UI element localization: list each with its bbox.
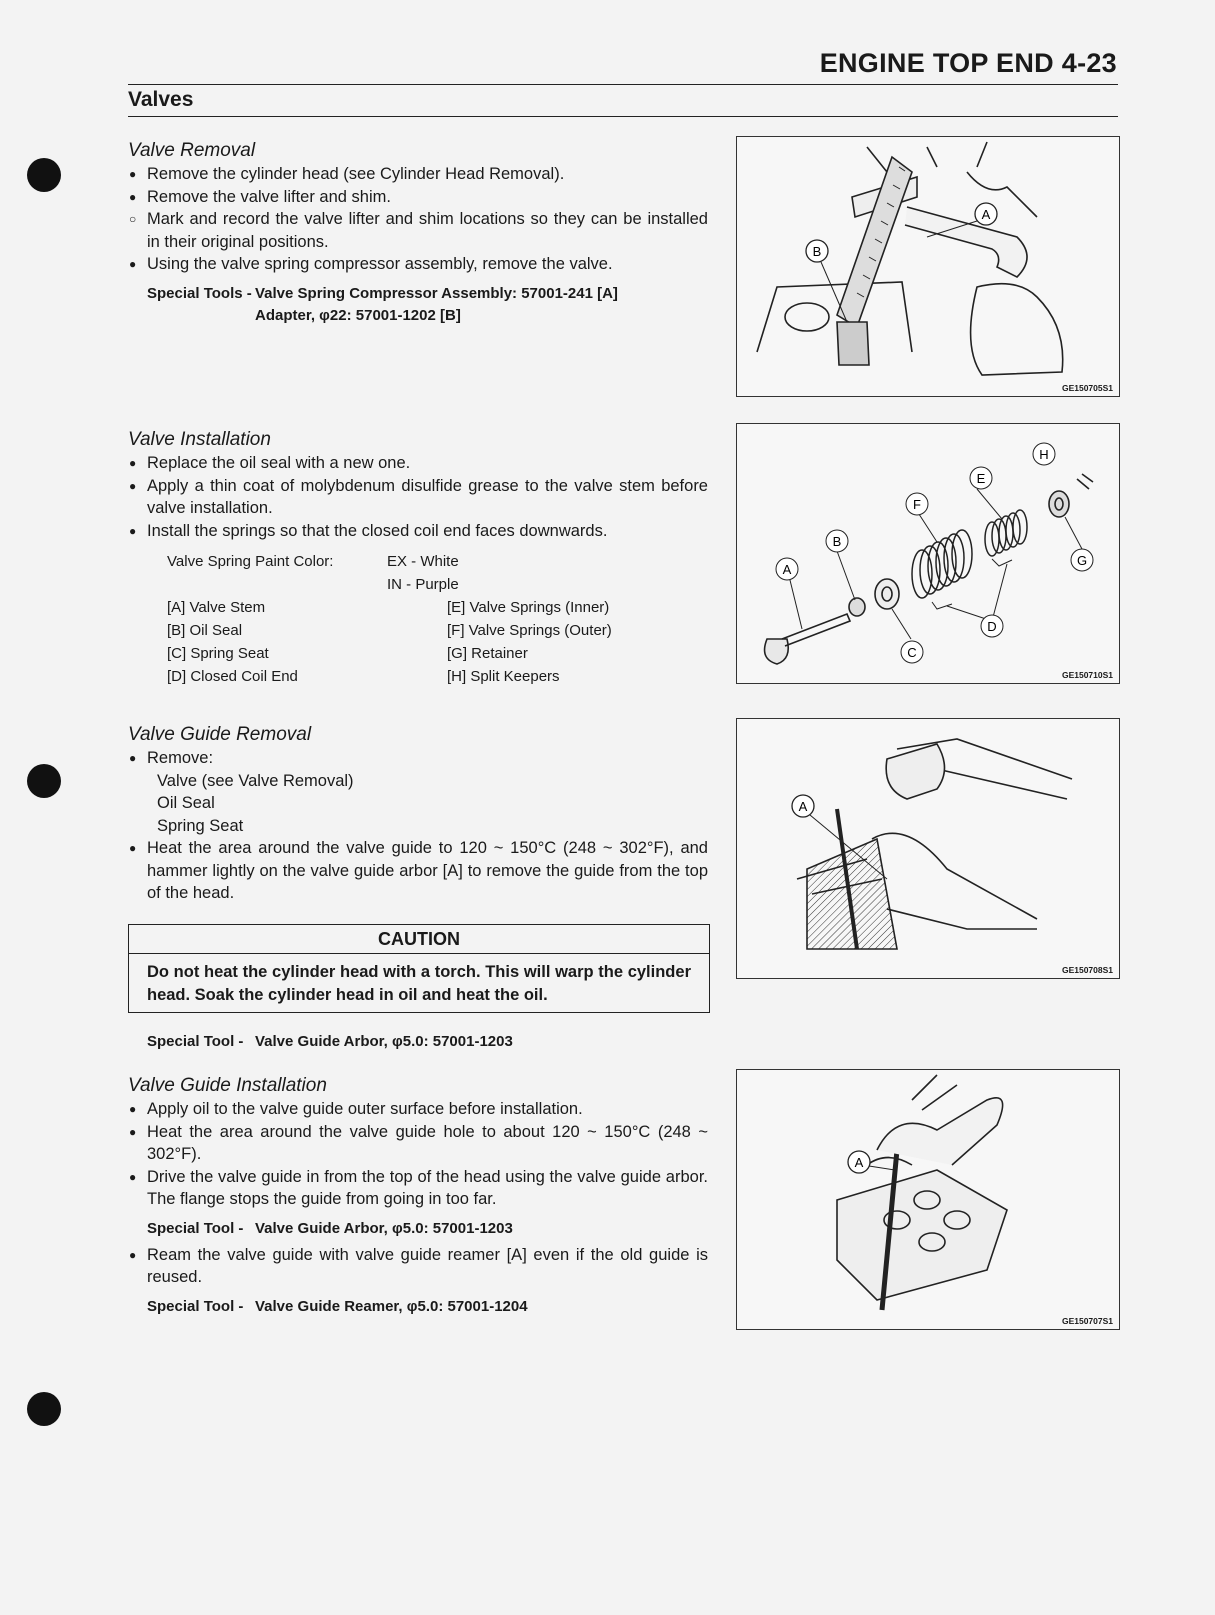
svg-text:G: G <box>1076 553 1088 568</box>
figure-valve-guide-reaming <box>736 1069 1120 1330</box>
list-item: ○ Mark and record the valve lifter and shim locations so they can be installed in their original positions. <box>129 210 708 251</box>
list-item: ● Using the valve spring compressor assembly, remove the valve. <box>129 255 613 273</box>
svg-text:A: A <box>782 562 792 577</box>
valve-guide-removal-heading: Valve Guide Removal <box>128 724 312 745</box>
inner-spring-icon <box>985 510 1027 556</box>
figure-legend <box>128 596 708 690</box>
list-item: ● Ream the valve guide with valve guide reamer [A] even if the old guide is reused. <box>129 1245 708 1286</box>
svg-text:B: B <box>812 244 822 259</box>
svg-text:A: A <box>981 207 991 222</box>
caution-text: Do not heat the cylinder head with a torch. This will warp the cylinder head. Soak the cylinder head in oil and heat the oil. <box>147 963 691 1004</box>
list-item: ● Replace the oil seal with a new one. <box>129 454 411 472</box>
valve-removal-section <box>128 139 708 327</box>
special-tools <box>128 283 708 327</box>
list-item: ● Heat the area around the valve guide hole to about 120 ~ 150°C (248 ~ 302°F). <box>129 1122 708 1163</box>
list-item: ● Remove the valve lifter and shim. <box>129 187 391 206</box>
svg-text:E: E <box>976 471 986 486</box>
legend-item: [C] Spring Seat <box>167 645 269 662</box>
binder-hole-bottom <box>27 1392 61 1426</box>
page-header-title: ENGINE TOP END 4-23 <box>819 48 1117 78</box>
special-tool-guide-removal <box>128 1031 708 1053</box>
special-tool-guide-reamer <box>128 1296 708 1318</box>
callout-H <box>1033 443 1055 465</box>
section-rule <box>128 116 1118 117</box>
special-tool-label: Special Tool - <box>147 1297 244 1315</box>
legend-item: [B] Oil Seal <box>167 622 243 639</box>
callout-A <box>776 558 798 580</box>
figure-valve-guide-reaming-illustration <box>737 1070 1119 1329</box>
list-item: ● Apply a thin coat of molybdenum disulfide grease to the valve stem before valve installation. <box>129 476 708 517</box>
callout-C <box>901 641 923 663</box>
sub-list-item: Spring Seat <box>157 816 244 835</box>
special-tool-item: Valve Guide Arbor, φ5.0: 57001-1203 <box>255 1219 513 1237</box>
paint-color-ex: EX - White <box>387 553 459 570</box>
special-tool-item: Valve Guide Reamer, φ5.0: 57001-1204 <box>255 1297 528 1315</box>
svg-text:H: H <box>1039 447 1049 462</box>
legend-item: [D] Closed Coil End <box>167 668 298 685</box>
paint-color-label: Valve Spring Paint Color: <box>167 553 334 570</box>
valve-guide-installation-section <box>128 1074 708 1318</box>
valve-guide-removal-section <box>128 723 708 905</box>
svg-text:C: C <box>907 645 917 660</box>
legend-item: [E] Valve Springs (Inner) <box>447 599 610 616</box>
special-tool-item: Adapter, φ22: 57001-1202 [B] <box>255 306 461 324</box>
special-tool-guide-arbor <box>128 1218 708 1240</box>
legend-item: [G] Retainer <box>447 645 528 662</box>
list-item: ● Drive the valve guide in from the top of the head using the valve guide arbor. The flange stops the guide from going in too far. <box>129 1167 708 1208</box>
legend-item: [H] Split Keepers <box>447 668 560 685</box>
valve-installation-section <box>128 428 708 690</box>
sub-list-item: Valve (see Valve Removal) <box>157 771 354 790</box>
paint-color-in: IN - Purple <box>387 576 459 593</box>
special-tool-label: Special Tool - <box>147 1219 244 1237</box>
header-rule <box>128 84 1118 85</box>
list-item: ● Apply oil to the valve guide outer surface before installation. <box>129 1100 583 1118</box>
list-item: ● Remove the cylinder head (see Cylinder Head Removal). <box>129 165 565 183</box>
valve-removal-heading: Valve Removal <box>128 140 256 161</box>
caution-title: CAUTION <box>129 925 709 954</box>
figure-valve-removal <box>736 136 1120 397</box>
svg-text:A: A <box>798 799 808 814</box>
figure-valve-installation <box>736 423 1120 684</box>
binder-hole-top <box>27 158 61 192</box>
figure-code: GE150708S1 <box>1061 965 1113 975</box>
list-item: ● Heat the area around the valve guide to 120 ~ 150°C (248 ~ 302°F), and hammer lightly on the valve guide arbor [A] to remove the guide from the top of the head. <box>129 839 708 902</box>
special-tool-item: Valve Spring Compressor Assembly: 57001-241 [A] <box>255 284 618 302</box>
callout-D <box>981 615 1003 637</box>
special-tools-label: Special Tools - <box>147 284 252 302</box>
svg-text:D: D <box>987 619 997 634</box>
figure-valve-guide-removal <box>736 718 1120 979</box>
list-item: ● Install the springs so that the closed coil end faces downwards. <box>129 521 608 540</box>
figure-code: GE150705S1 <box>1061 383 1113 393</box>
outer-spring-icon <box>912 530 972 598</box>
sub-list-item: Oil Seal <box>157 794 215 812</box>
figure-code: GE150707S1 <box>1061 1316 1113 1326</box>
figure-valve-removal-illustration <box>737 137 1119 396</box>
list-item: ● Remove: <box>129 749 214 767</box>
figure-valve-installation-illustration <box>737 424 1119 683</box>
legend-item: [A] Valve Stem <box>167 599 266 616</box>
callout-F <box>906 493 928 515</box>
svg-text:A: A <box>854 1155 864 1170</box>
special-tool-label: Special Tool - <box>147 1033 244 1050</box>
spring-paint-color <box>128 550 708 596</box>
caution-box <box>128 924 710 1013</box>
figure-code: GE150710S1 <box>1061 670 1113 680</box>
special-tool-item: Valve Guide Arbor, φ5.0: 57001-1203 <box>255 1033 513 1050</box>
binder-hole-middle <box>27 764 61 798</box>
valve-installation-heading: Valve Installation <box>128 429 271 450</box>
figure-valve-guide-removal-illustration <box>737 719 1119 978</box>
legend-item: [F] Valve Springs (Outer) <box>447 622 612 639</box>
svg-text:F: F <box>913 497 921 512</box>
callout-E <box>970 467 992 489</box>
section-title: Valves <box>128 88 194 111</box>
callout-B <box>826 530 848 552</box>
callout-G <box>1071 549 1093 571</box>
valve-guide-installation-heading: Valve Guide Installation <box>128 1075 327 1096</box>
svg-text:B: B <box>832 534 842 549</box>
